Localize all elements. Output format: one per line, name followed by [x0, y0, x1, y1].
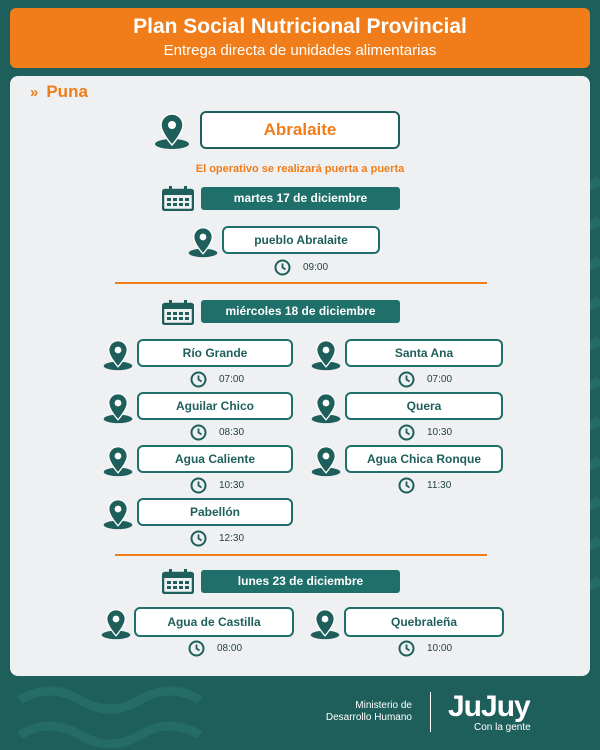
location-pin-icon: [152, 112, 192, 150]
stop-place-box: Quebraleña: [344, 607, 504, 637]
clock-icon: [190, 424, 207, 441]
stop-time-text: 11:30: [427, 480, 452, 491]
location-pin-icon: [185, 226, 221, 258]
calendar-icon: [162, 300, 194, 325]
stop-time-text: 08:00: [217, 643, 243, 654]
stop-time: [190, 477, 244, 494]
calendar-icon: [162, 186, 194, 211]
locality-box: Abralaite: [200, 111, 400, 149]
location-pin-icon: [100, 392, 136, 424]
clock-icon: [398, 640, 415, 657]
region-label: Puna: [46, 82, 88, 101]
clock-icon: [398, 371, 415, 388]
section-divider: [115, 282, 487, 284]
jujuy-logo: JuJuy: [448, 690, 530, 723]
location-pin-icon: [98, 608, 134, 640]
location-pin-icon: [100, 445, 136, 477]
ministry-label: [300, 700, 412, 724]
stop-place-box: Agua Caliente: [137, 445, 293, 473]
stop-time: [190, 371, 244, 388]
stop-time-text: 07:00: [219, 374, 245, 385]
stop-time-text: 08:30: [219, 427, 245, 438]
location-pin-icon: [308, 339, 344, 371]
stop-place-box: Quera: [345, 392, 503, 420]
location-pin-icon: [100, 498, 136, 530]
date-label: lunes 23 de diciembre: [201, 570, 400, 593]
stop-time: [398, 371, 452, 388]
stop-place-box: Agua Chica Ronque: [345, 445, 503, 473]
stop-place-box: pueblo Abralaite: [222, 226, 380, 254]
header-banner: [10, 8, 590, 68]
stop-place-box: Santa Ana: [345, 339, 503, 367]
stop-time-text: 09:00: [303, 262, 329, 273]
location-pin-icon: [307, 608, 343, 640]
stop-time: [398, 424, 452, 441]
clock-icon: [188, 640, 205, 657]
double-chevron-icon: »: [30, 84, 39, 101]
logo-tagline: Con la gente: [474, 722, 531, 733]
footer-divider: [430, 692, 431, 732]
clock-icon: [190, 530, 207, 547]
stop-time: [274, 259, 328, 276]
stop-time: [398, 640, 452, 657]
clock-icon: [398, 477, 415, 494]
location-pin-icon: [308, 392, 344, 424]
stop-time-text: 10:00: [427, 643, 453, 654]
stop-time: [398, 477, 451, 494]
location-pin-icon: [100, 339, 136, 371]
section-divider: [115, 554, 487, 556]
clock-icon: [190, 477, 207, 494]
date-label: martes 17 de diciembre: [201, 187, 400, 210]
calendar-icon: [162, 569, 194, 594]
header-title: Plan Social Nutricional Provincial: [133, 15, 467, 38]
stop-place-box: Agua de Castilla: [134, 607, 294, 637]
clock-icon: [274, 259, 291, 276]
stop-place-box: Río Grande: [137, 339, 293, 367]
stop-time: [190, 424, 244, 441]
stop-place-box: Aguilar Chico: [137, 392, 293, 420]
stop-time-text: 12:30: [219, 533, 245, 544]
stop-time-text: 10:30: [427, 427, 453, 438]
stop-time: [188, 640, 242, 657]
date-label: miércoles 18 de diciembre: [201, 300, 400, 323]
clock-icon: [190, 371, 207, 388]
door-to-door-note: El operativo se realizará puerta a puerta: [195, 163, 405, 175]
header-subtitle: Entrega directa de unidades alimentarias: [163, 42, 437, 59]
stop-time-text: 07:00: [427, 374, 453, 385]
clock-icon: [398, 424, 415, 441]
stop-place-box: Pabellón: [137, 498, 293, 526]
stop-time-text: 10:30: [219, 480, 245, 491]
location-pin-icon: [308, 445, 344, 477]
ministry-line-1: Ministerio de: [355, 700, 412, 711]
region-title: [30, 82, 88, 102]
ministry-line-2: Desarrollo Humano: [325, 712, 412, 723]
stop-time: [190, 530, 244, 547]
schedule-card: [10, 76, 590, 676]
